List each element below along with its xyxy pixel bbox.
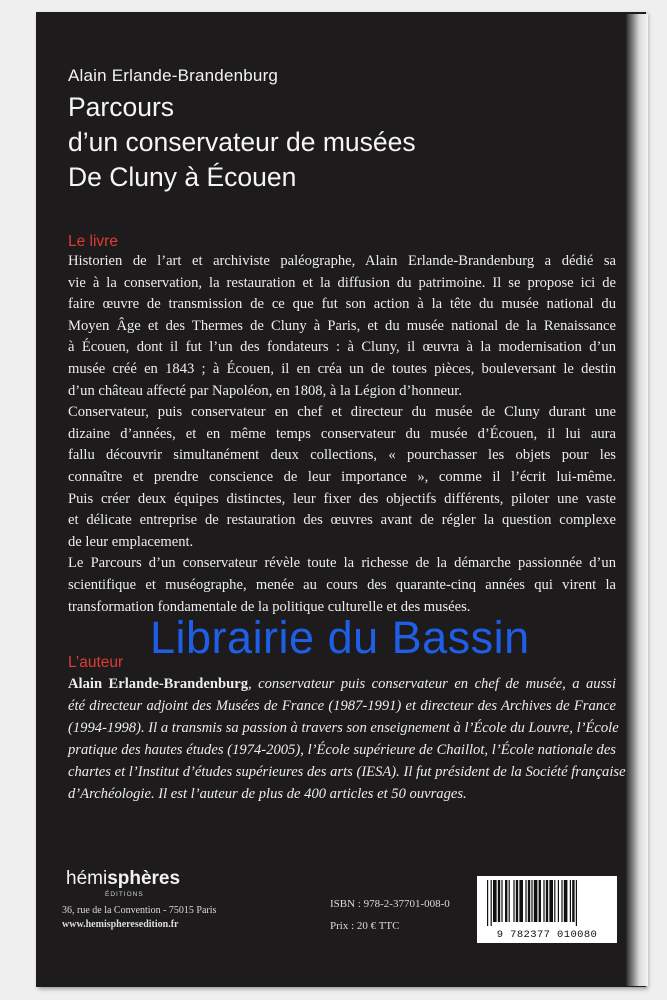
watermark: Librairie du Bassin bbox=[150, 612, 530, 663]
barcode-bar bbox=[546, 880, 548, 922]
text-span: , conservateur puis conservateur en chef de musée, a aussi bbox=[248, 676, 617, 692]
barcode-bar bbox=[501, 880, 502, 922]
text-line: d’Archéologie. Il est l’auteur de plus de 400 articles et 50 ouvrages. bbox=[68, 786, 467, 802]
barcode-bar bbox=[498, 880, 500, 922]
barcode-bar bbox=[487, 880, 488, 926]
l-auteur-heading: L’auteur bbox=[68, 654, 124, 671]
text-line: fallu découvrir simultanément deux collections, « pourchasser les objets pour les bbox=[68, 447, 616, 464]
price: Prix : 20 € TTC bbox=[330, 920, 400, 932]
barcode-bar bbox=[534, 880, 538, 922]
le-livre-heading: Le livre bbox=[68, 233, 118, 250]
barcode-bar bbox=[572, 880, 574, 922]
publisher-logo bbox=[66, 868, 180, 890]
author-name: Alain Erlande-Brandenburg bbox=[68, 676, 249, 692]
text-line: pratique des hautes études (1974-2005), l’École supérieure de Chaillot, l’École nationale des bbox=[68, 742, 616, 758]
text-line: d’un château affecté par Napoléon, en 1808, à la Légion d’honneur. bbox=[68, 382, 463, 399]
text-line: transformation fondamentale de la politique culturelle et des musées. bbox=[68, 598, 471, 615]
isbn: ISBN : 978-2-37701-008-0 bbox=[330, 898, 450, 910]
barcode-bar bbox=[543, 880, 544, 922]
barcode-bar bbox=[505, 880, 507, 922]
text-line: Historien de l’art et archiviste paléographe, Alain Erlande-Brandenburg a dédié sa bbox=[68, 253, 616, 269]
barcode-bar bbox=[516, 880, 518, 922]
l-auteur-text bbox=[68, 673, 626, 805]
cover-title bbox=[68, 90, 416, 195]
text-line: Moyen Âge et des Thermes de Cluny à Paris, et du musée national de la Renaissance bbox=[68, 317, 616, 334]
publisher-address: 36, rue de la Convention - 75015 Paris bbox=[62, 905, 217, 916]
text-line: connaître et prendre conscience de leur importance », comme il l’écrit lui-même. bbox=[68, 468, 616, 485]
text-line: (1994-1998). Il a transmis sa passion à travers son enseignement à l’École du Louvre, l’École bbox=[68, 720, 619, 736]
barcode-bar bbox=[558, 880, 559, 922]
text-line: dizaine d’années, et en même temps conservateur du musée d’Écouen, il lui aura bbox=[68, 425, 616, 442]
text-line: scientifique et muséographe, menée au cours des quarante-cinq années qui virent la bbox=[68, 576, 616, 593]
barcode-bar bbox=[549, 880, 553, 922]
publisher-website: www.hemispheresedition.fr bbox=[62, 919, 179, 930]
text-line: vie à la conservation, la restauration et la diffusion du patrimoine. Il se propose ici de bbox=[68, 274, 616, 291]
logo-bold: sphères bbox=[107, 868, 181, 889]
text-line: été directeur adjoint des Musées de France (1987-1991) et directeur des Archives de France bbox=[68, 698, 616, 714]
text-line bbox=[68, 673, 616, 695]
barcode-bar bbox=[519, 880, 523, 922]
text-line: musée créé en 1843 ; à Écouen, il en créa un de toutes pièces, bouleversant le destin bbox=[68, 360, 616, 377]
title-line: De Cluny à Écouen bbox=[68, 162, 297, 192]
page-edge bbox=[626, 14, 648, 986]
barcode-bar bbox=[528, 880, 530, 922]
barcode-bar bbox=[491, 880, 492, 926]
publisher-sub: ÉDITIONS bbox=[105, 891, 144, 898]
barcode-bar bbox=[561, 880, 562, 922]
cover-author: Alain Erlande-Brandenburg bbox=[68, 66, 279, 85]
text-line: Conservateur, puis conservateur en chef et directeur du musée de Cluny durant une bbox=[68, 404, 616, 421]
text-line: chartes et l’Institut d’études supérieures des arts (IESA). Il fut président de la Société française bbox=[68, 764, 626, 780]
barcode-bar bbox=[493, 880, 497, 922]
barcode-bar bbox=[513, 880, 514, 922]
barcode-digits: 9 782377 010080 bbox=[496, 929, 598, 941]
logo-light: hémi bbox=[66, 868, 108, 889]
barcode-bar bbox=[554, 880, 555, 922]
barcode-bar bbox=[564, 880, 568, 922]
barcode-bar bbox=[570, 880, 571, 922]
text-line: et délicate entreprise de restauration des œuvres avant de régler la question complexe bbox=[68, 512, 616, 529]
barcode-bar bbox=[509, 880, 510, 922]
text-line: faire œuvre de transmission de ce que fut son action à la tête du musée national du bbox=[68, 296, 616, 313]
text-line: Puis créer deux équipes distinctes, leur fixer des objectifs différents, piloter une vaste bbox=[68, 490, 616, 507]
barcode-bar bbox=[576, 880, 577, 926]
text-line: à Écouen, dont il fut l’un des fondateurs : à Cluny, il œuvra à la modernisation d’un bbox=[68, 339, 616, 356]
barcode-bar bbox=[531, 880, 532, 922]
le-livre-text bbox=[68, 251, 616, 618]
barcode-bars bbox=[477, 876, 617, 928]
barcode-bar bbox=[525, 880, 526, 922]
text-line: Le Parcours d’un conservateur révèle toute la richesse de la démarche passionnée d’un bbox=[68, 555, 616, 572]
title-line: d’un conservateur de musées bbox=[68, 127, 416, 157]
title-line: Parcours bbox=[68, 92, 175, 122]
barcode-bar bbox=[539, 880, 541, 922]
text-line: de leur emplacement. bbox=[68, 533, 194, 550]
